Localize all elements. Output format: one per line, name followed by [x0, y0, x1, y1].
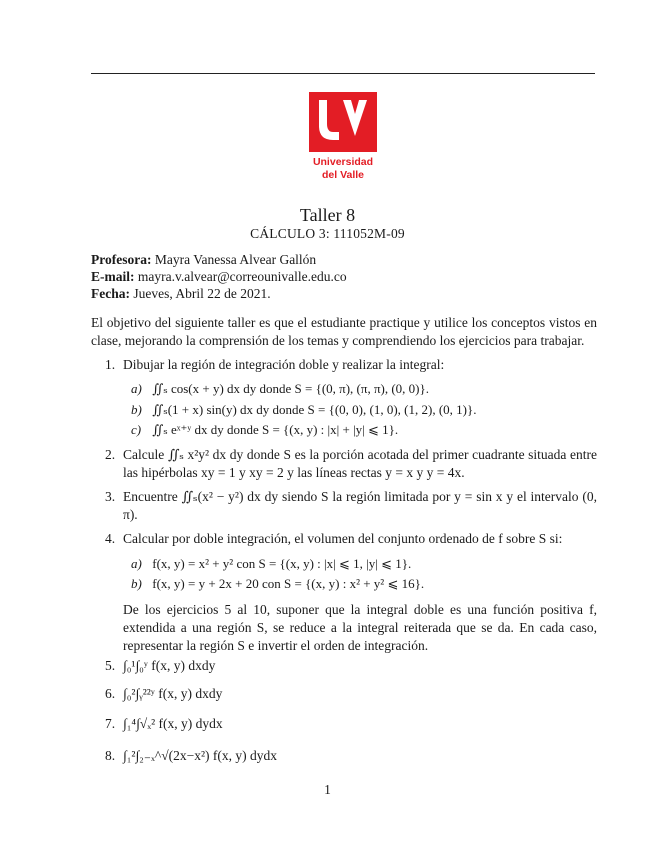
subitem-label: b) — [131, 402, 142, 417]
exercise-number: 2. — [105, 447, 116, 462]
subitem-label: a) — [131, 556, 142, 571]
top-rule — [91, 73, 595, 74]
univalle-logo-icon — [309, 92, 377, 184]
subitem — [131, 556, 411, 572]
subitem-label: a) — [131, 381, 142, 396]
exercise-number: 8. — [105, 748, 116, 763]
subitem-label: b) — [131, 576, 142, 591]
exercise-text: ∫₁⁴∫√ₓ² f(x, y) dydx — [123, 716, 223, 731]
exercise-text: Calcular por doble integración, el volumen del conjunto ordenado de f sobre S si: — [123, 531, 563, 546]
date-line — [91, 286, 271, 302]
subitem-label: c) — [131, 422, 142, 437]
subitem — [131, 576, 424, 592]
exercise-number: 1. — [105, 357, 116, 372]
exercise-text: Encuentre ∬ₛ(x² − y²) dx dy siendo S la región limitada por y = sin x y el intervalo (0, π). — [123, 489, 597, 522]
exercise-number: 6. — [105, 686, 116, 701]
exercise-number: 7. — [105, 716, 116, 731]
svg-text:Universidad: Universidad — [312, 156, 374, 168]
professor-line — [91, 252, 316, 268]
page-number: 1 — [324, 782, 331, 797]
date-value: Jueves, Abril 22 de 2021. — [133, 286, 271, 301]
subitem-text: f(x, y) = y + 2x + 20 con S = {(x, y) : x² + y² ⩽ 16}. — [152, 576, 425, 591]
email-line — [91, 269, 347, 285]
exercise-text: ∫₁²∫₂₋ₓ^√(2x−x²) f(x, y) dydx — [123, 748, 278, 763]
exercise-number: 3. — [105, 489, 116, 504]
subitem-text: ∬ₛ cos(x + y) dx dy donde S = {(0, π), (π, π), (0, 0)}. — [152, 381, 429, 396]
exercise-text: Dibujar la región de integración doble y realizar la integral: — [123, 357, 445, 372]
exercise-text: Calcule ∬ₛ x²y² dx dy donde S es la porción acotada del primer cuadrante situada entre las hipérbolas xy = 1 y xy = 2 y las líneas rectas y = x y y = 4x. — [123, 447, 597, 480]
email-label: E-mail: — [91, 269, 135, 284]
document-title: Taller 8 — [299, 205, 356, 225]
course-subtitle: CÁLCULO 3: 111052M-09 — [250, 226, 405, 241]
subitem-text: ∬ₛ eˣ⁺ʸ dx dy donde S = {(x, y) : |x| + |y| ⩽ 1}. — [152, 422, 399, 437]
university-logo — [309, 92, 377, 184]
exercise-number: 5. — [105, 658, 116, 673]
subitem — [131, 422, 398, 438]
professor-label: Profesora: — [91, 252, 152, 267]
subitem — [131, 381, 429, 397]
subitem — [131, 402, 476, 418]
exercise-number: 4. — [105, 531, 116, 546]
svg-text:del Valle: del Valle — [321, 169, 365, 181]
note-paragraph: De los ejercicios 5 al 10, suponer que la integral doble es una función positiva f, extendida a una región S, se reduce a la integral reiterada que se da. En cada caso, representar la región S e invertir el orden de integración. — [123, 602, 597, 653]
exercise-text: ∫₀²∫ᵧ²²ʸ f(x, y) dxdy — [123, 686, 223, 701]
professor-value: Mayra Vanessa Alvear Gallón — [154, 252, 317, 267]
date-label: Fecha: — [91, 286, 130, 301]
intro-paragraph: El objetivo del siguiente taller es que el estudiante practique y utilice los conceptos vistos en clase, mejorando la comprensión de los temas y comprendiendo los ejercicios para trabajar. — [91, 315, 597, 348]
subitem-text: ∬ₛ(1 + x) sin(y) dx dy donde S = {(0, 0), (1, 0), (1, 2), (0, 1)}. — [152, 402, 477, 417]
exercise-text: ∫₀¹∫₀ʸ f(x, y) dxdy — [123, 658, 216, 673]
subitem-text: f(x, y) = x² + y² con S = {(x, y) : |x| ⩽ 1, |y| ⩽ 1}. — [152, 556, 412, 571]
email-value: mayra.v.alvear@correounivalle.edu.co — [137, 269, 347, 284]
